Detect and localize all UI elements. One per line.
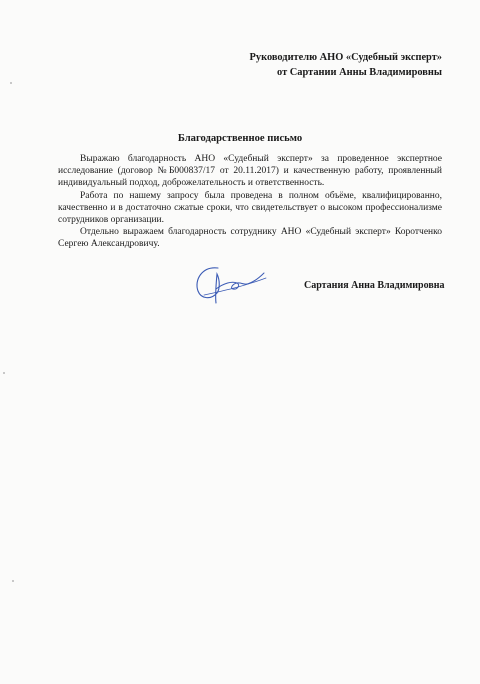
letter-title: Благодарственное письмо — [177, 133, 303, 144]
letter-body — [58, 153, 442, 251]
paragraph-work-quality: Работа по нашему запросу была проведена в полном объёме, квалифицированно, качественно и в достаточно сжатые сроки, что свидетельствует о высоком профессионализме сотрудников организации. — [58, 190, 442, 226]
scan-speck — [10, 82, 12, 84]
addressee-sender: от Сартании Анны Владимировны — [277, 67, 442, 78]
addressee-recipient: Руководителю АНО «Судебный эксперт» — [249, 52, 442, 63]
paragraph-gratitude: Выражаю благодарность АНО «Судебный эксперт» за проведенное экспертное исследование (договор №Б000837/17 от 20.11.2017) и качественную работу, проявленный индивидуальный подход, доброжелательность и ответственность. — [58, 154, 442, 189]
signer-name: Сартания Анна Владимировна — [304, 280, 445, 291]
scan-speck — [3, 372, 5, 374]
paragraph-employee-thanks: Отдельно выражаем благодарность сотруднику АНО «Судебный эксперт» Коротченко Сергею Александровичу. — [58, 227, 442, 250]
addressee-block — [250, 50, 442, 80]
handwritten-signature — [180, 258, 270, 308]
scan-speck — [12, 580, 14, 582]
